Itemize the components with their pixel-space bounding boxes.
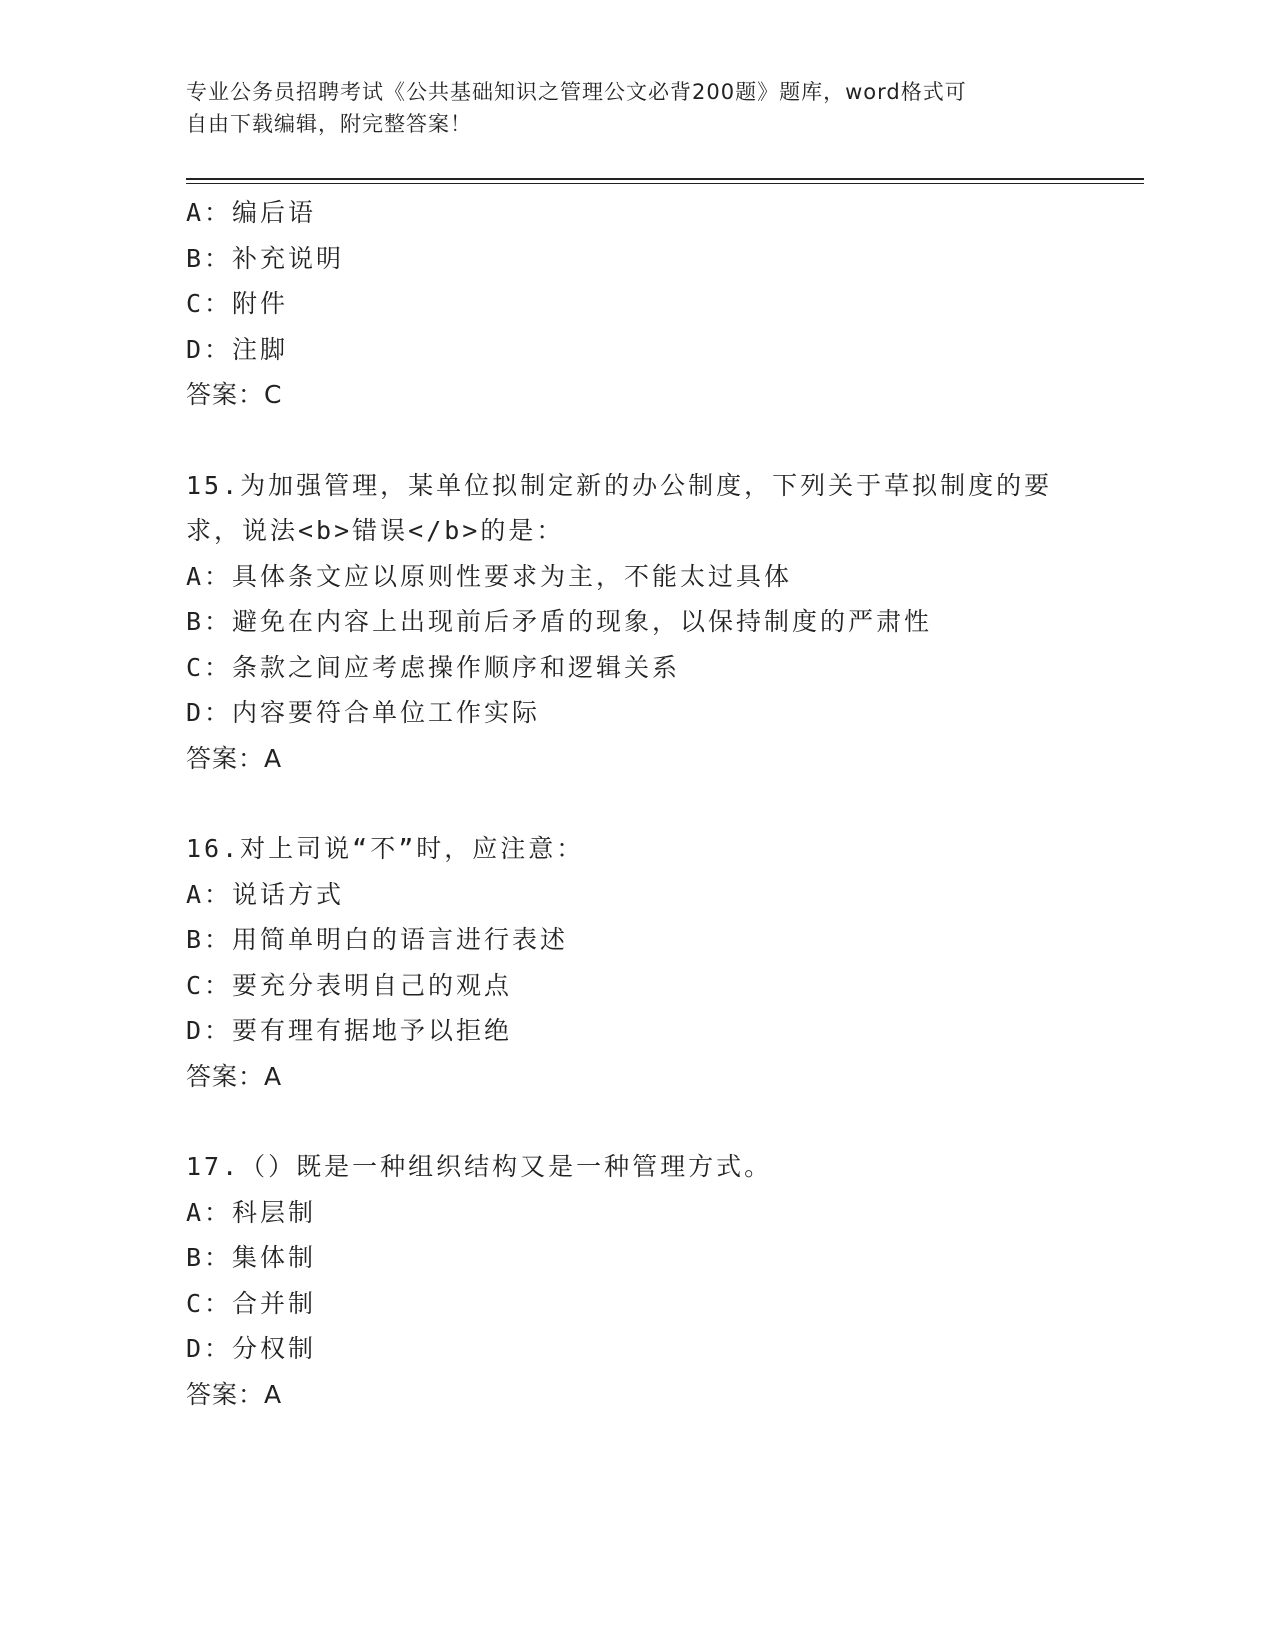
option-b: B：用简单明白的语言进行表述 <box>186 925 569 954</box>
answer-line: 答案：A <box>186 1379 283 1409</box>
option-d: D：注脚 <box>186 334 289 364</box>
question-stem: 17.（）既是一种组织结构又是一种管理方式。 <box>186 1152 773 1181</box>
question-stem: 16.对上司说“不”时，应注意： <box>186 834 585 863</box>
option-d: D：要有理有据地予以拒绝 <box>186 1016 513 1045</box>
answer-line: 答案：C <box>186 380 283 409</box>
question-list <box>186 190 1186 1417</box>
header-divider-thin <box>186 183 1144 184</box>
option-b: B：补充说明 <box>186 243 345 273</box>
option-a: A：具体条文应以原则性要求为主，不能太过具体 <box>186 561 793 591</box>
question-block-14 <box>186 190 1186 418</box>
option-c: C：合并制 <box>186 1288 317 1318</box>
header-line-1: 专业公务员招聘考试《公共基础知识之管理公文必背200题》题库，word格式可 <box>186 80 967 104</box>
option-b: B：集体制 <box>186 1243 317 1272</box>
question-stem: 15.为加强管理，某单位拟制定新的办公制度，下列关于草拟制度的要 <box>186 470 1053 500</box>
option-d: D：内容要符合单位工作实际 <box>186 698 541 727</box>
document-header <box>186 76 1086 140</box>
answer-line: 答案：A <box>186 743 283 773</box>
option-a: A：编后语 <box>186 198 317 227</box>
option-a: A：说话方式 <box>186 879 345 909</box>
header-divider-thick <box>186 178 1144 180</box>
question-block-15 <box>186 463 1186 782</box>
option-b: B：避免在内容上出现前后矛盾的现象，以保持制度的严肃性 <box>186 607 933 636</box>
answer-line: 答案：A <box>186 1061 283 1091</box>
option-a: A：科层制 <box>186 1197 317 1227</box>
header-line-2: 自由下载编辑，附完整答案！ <box>186 112 472 136</box>
question-stem-continued: 求，说法<b>错误</b>的是： <box>186 516 565 545</box>
option-d: D：分权制 <box>186 1334 317 1363</box>
option-c: C：要充分表明自己的观点 <box>186 970 513 1000</box>
question-block-17 <box>186 1144 1186 1417</box>
option-c: C：条款之间应考虑操作顺序和逻辑关系 <box>186 652 681 682</box>
question-block-16 <box>186 826 1186 1099</box>
option-c: C：附件 <box>186 289 289 318</box>
